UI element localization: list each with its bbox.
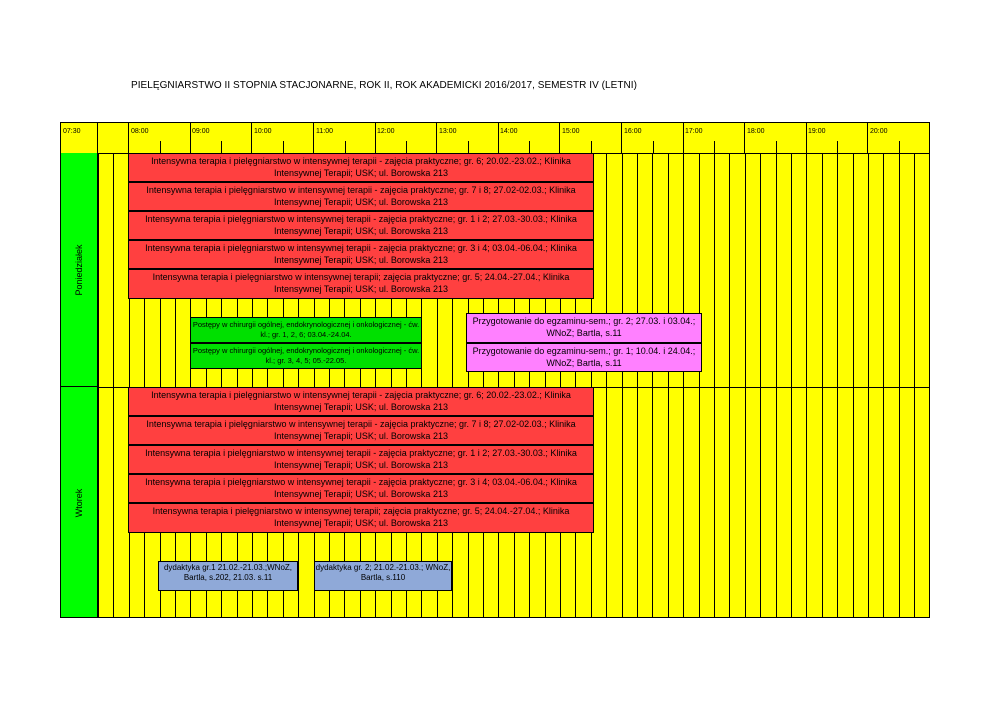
grid-line: [806, 153, 807, 618]
class-block[interactable]: Intensywna terapia i pielęgniarstwo w intensywnej terapii - zajęcia praktyczne; gr. 3 i 4; 03.04.-06.04.; Klinika Intensywnej Terapii; USK; ul. Borowska 213: [128, 240, 594, 269]
timetable-grid: [60, 122, 930, 618]
header-hour-1000: 10:00: [252, 123, 314, 153]
grid-line: [776, 153, 777, 618]
grid-line: [683, 153, 684, 618]
header-hour-1300: 13:00: [437, 123, 499, 153]
class-block[interactable]: Przygotowanie do egzaminu-sem.; gr. 1; 10.04. i 24.04.; WNoZ; Bartla, s.11: [466, 343, 702, 372]
header-tick: [837, 141, 838, 153]
class-block[interactable]: Postępy w chirurgii ogólnej, endokrynologicznej i onkologicznej - ćw. kl.; gr. 1, 2, 6; 03.04.-24.04.: [190, 317, 422, 343]
header-hour-0900: 09:00: [190, 123, 252, 153]
grid-line: [868, 153, 869, 618]
grid-line: [729, 153, 730, 618]
grid-line: [606, 153, 607, 618]
grid-line: [914, 153, 915, 618]
header-hour-2000: 20:00: [868, 123, 930, 153]
class-block[interactable]: Intensywna terapia i pielęgniarstwo w intensywnej terapii - zajęcia praktyczne; gr. 6; 20.02.-23.02.; Klinika Intensywnej Terapii; USK; ul. Borowska 213: [128, 387, 594, 416]
grid-line: [745, 153, 746, 618]
grid-line: [622, 153, 623, 618]
grid-line: [822, 153, 823, 618]
header-tick: [468, 141, 469, 153]
header-hour-1600: 16:00: [622, 123, 684, 153]
class-block[interactable]: Intensywna terapia i pielęgniarstwo w intensywnej terapii; zajęcia praktyczne; gr. 5; 24.04.-27.04.; Klinika Intensywnej Terapii; USK; ul. Borowska 213: [128, 269, 594, 299]
header-tick: [899, 141, 900, 153]
class-block[interactable]: Intensywna terapia i pielęgniarstwo w intensywnej terapii - zajęcia praktyczne; gr. 1 i 2; 27.03.-30.03.; Klinika Intensywnej Terapii; USK; ul. Borowska 213: [128, 211, 594, 240]
class-block[interactable]: Intensywna terapia i pielęgniarstwo w intensywnej terapii - zajęcia praktyczne; gr. 7 i 8; 27.02-02.03.; Klinika Intensywnej Terapii; USK; ul. Borowska 213: [128, 182, 594, 211]
header-tick: [345, 141, 346, 153]
header-hour-1100: 11:00: [314, 123, 376, 153]
day-label-monday: Poniedziałek: [74, 243, 84, 296]
class-block[interactable]: Intensywna terapia i pielęgniarstwo w intensywnej terapii; zajęcia praktyczne; gr. 5; 24.04.-27.04.; Klinika Intensywnej Terapii; USK; ul. Borowska 213: [128, 503, 594, 533]
header-tick: [591, 141, 592, 153]
header-tick: [776, 141, 777, 153]
grid-line: [883, 153, 884, 618]
grid-line: [98, 153, 99, 618]
class-block[interactable]: Przygotowanie do egzaminu-sem.; gr. 2; 27.03. i 03.04.; WNoZ; Bartla, s.11: [466, 313, 702, 343]
class-block[interactable]: Intensywna terapia i pielęgniarstwo w intensywnej terapii - zajęcia praktyczne; gr. 7 i 8; 27.02-02.03.; Klinika Intensywnej Terapii; USK; ul. Borowska 213: [128, 416, 594, 445]
class-block[interactable]: Intensywna terapia i pielęgniarstwo w intensywnej terapii - zajęcia praktyczne; gr. 3 i 4; 03.04.-06.04.; Klinika Intensywnej Terapii; USK; ul. Borowska 213: [128, 474, 594, 503]
grid-line: [668, 153, 669, 618]
header-tick: [160, 141, 161, 153]
header-hour-1400: 14:00: [498, 123, 560, 153]
header-hour-0800: 08:00: [129, 123, 191, 153]
header-cell: [98, 123, 129, 153]
class-block[interactable]: dydaktyka gr. 2; 21.02.-21.03.; WNoZ, Bartla, s.110: [314, 561, 452, 591]
header-tick: [529, 141, 530, 153]
header-tick: [406, 141, 407, 153]
class-block[interactable]: Intensywna terapia i pielęgniarstwo w intensywnej terapii - zajęcia praktyczne; gr. 1 i 2; 27.03.-30.03.; Klinika Intensywnej Terapii; USK; ul. Borowska 213: [128, 445, 594, 474]
grid-line: [853, 153, 854, 618]
header-hour-1200: 12:00: [375, 123, 437, 153]
grid-line: [837, 153, 838, 618]
header-start-time: 07:30: [61, 123, 98, 153]
header-tick: [714, 141, 715, 153]
day-column-monday: [61, 153, 98, 387]
grid-line: [791, 153, 792, 618]
grid-line: [113, 153, 114, 618]
day-column-tuesday: [61, 387, 98, 618]
class-block[interactable]: Postępy w chirurgii ogólnej, endokrynologicznej i onkologicznej - ćw. kl.; gr. 3, 4, 5; 05.-22.05.: [190, 343, 422, 369]
day-label-tuesday: Wtorek: [74, 488, 84, 518]
header-hour-1500: 15:00: [560, 123, 622, 153]
header-hour-1700: 17:00: [683, 123, 745, 153]
header-tick: [283, 141, 284, 153]
header-hour-1800: 18:00: [745, 123, 807, 153]
header-hour-1900: 19:00: [806, 123, 868, 153]
class-block[interactable]: Intensywna terapia i pielęgniarstwo w intensywnej terapii - zajęcia praktyczne; gr. 6; 20.02.-23.02.; Klinika Intensywnej Terapii; USK; ul. Borowska 213: [128, 153, 594, 182]
header-tick: [221, 141, 222, 153]
grid-line: [652, 153, 653, 618]
page-title: PIELĘGNIARSTWO II STOPNIA STACJONARNE, ROK II, ROK AKADEMICKI 2016/2017, SEMESTR IV (LETNI): [131, 80, 637, 91]
grid-line: [714, 153, 715, 618]
grid-line: [637, 153, 638, 618]
header-tick: [653, 141, 654, 153]
grid-line: [699, 153, 700, 618]
grid-line: [899, 153, 900, 618]
grid-line: [760, 153, 761, 618]
class-block[interactable]: dydaktyka gr.1 21.02.-21.03.;WNoZ, Bartla, s.202, 21.03. s.11: [158, 561, 298, 591]
